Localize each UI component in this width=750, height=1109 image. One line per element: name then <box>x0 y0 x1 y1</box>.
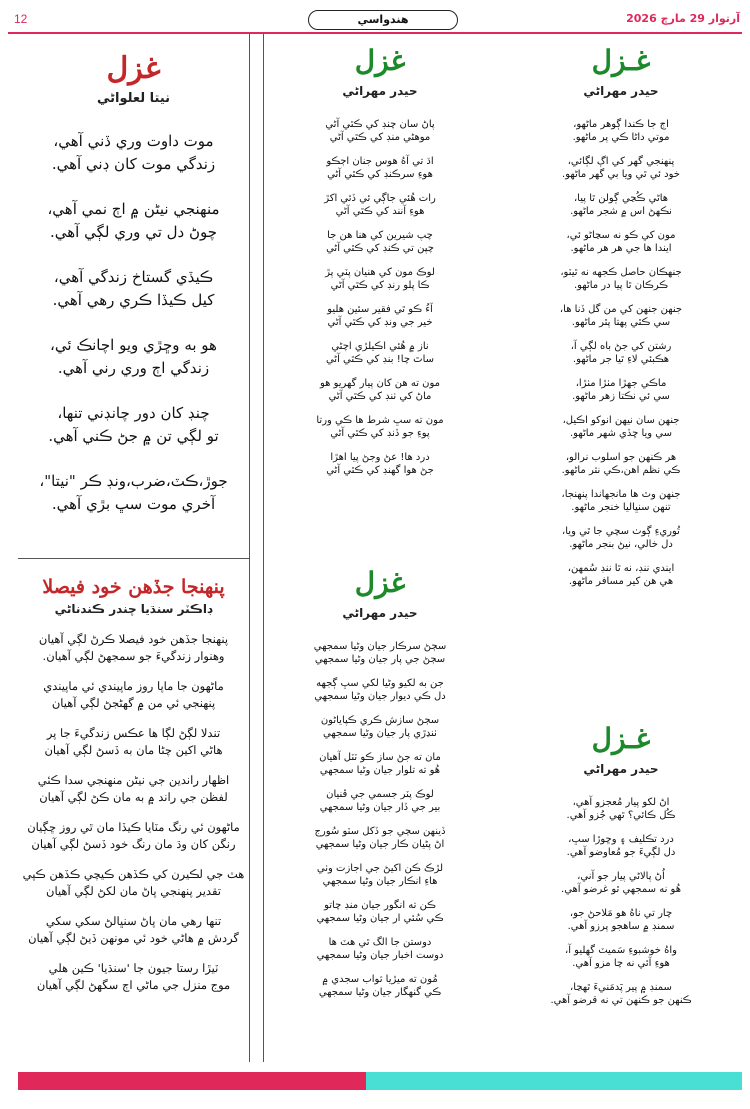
verse-line: لوڪ مون کي هنيان پٽي پڙ <box>325 267 435 278</box>
page-number: 12 <box>14 12 28 26</box>
poem-title: غـزل <box>591 722 651 755</box>
verse-line: ڪيڏي گستاخ زندگي آهي، <box>53 268 214 286</box>
stanza <box>266 192 494 218</box>
stanza <box>266 825 494 851</box>
header-rule <box>8 32 742 34</box>
poem-author: حيدر مهراڻي <box>583 84 659 98</box>
stanza <box>500 266 742 292</box>
stanza <box>266 899 494 925</box>
verse-line: سڄڻ سازش ڪري ڪپاياڻون <box>320 715 440 726</box>
stanza <box>18 913 249 947</box>
poem-title: غزل <box>354 566 406 599</box>
verse-line: جنهڪان حاصل ڪجهه نه ٿيٽو، <box>560 267 682 278</box>
page-header <box>8 8 742 30</box>
verse-line: ايندي ننڊ، نه ٿا ننڊ سُمهن، <box>567 563 675 574</box>
stanza <box>500 796 742 822</box>
verse-line: جن به لکيو وڻيا لکي سڀ ڳجهه <box>316 678 444 689</box>
stanza <box>500 229 742 255</box>
stanza <box>500 562 742 588</box>
verse-line: ڪي نظم اهن،ڪي نثر ماڻهو. <box>561 465 681 476</box>
verse-line: ٽيڙا رستا جيون جا 'سنڌيا' ڪين هلي <box>48 961 219 975</box>
stanza <box>18 198 249 244</box>
verse-line: منهنجي نيڻن ۾ اڄ نمي آهي، <box>47 200 220 218</box>
verse-line: سڄڻ سرڪار جيان وڻيا سمجهي <box>313 641 447 652</box>
verse-line: لڙڪ ڪن اکيڻ جي اجازت وٺي <box>316 863 444 874</box>
verse-line: ڪرڪان ٿا پيا در ماڻهو. <box>573 280 669 291</box>
verse-line: هي هن کير مسافر ماڻهو. <box>568 576 674 587</box>
verse-line: هوءِ آنند کي ڪٿي آڻي <box>335 206 425 217</box>
stanza <box>500 525 742 551</box>
verse-line: هاءِ انڪار جيان وڻيا سمجهي <box>322 876 438 887</box>
stanza <box>266 266 494 292</box>
stanza <box>500 155 742 181</box>
verse-line: دوستن جا الگ ٿي هٽ ها <box>328 937 432 948</box>
verse-line: سمنڊ ۾ ساهجو پرزو آهي. <box>567 921 675 932</box>
poem-author: حيدر مهراڻي <box>342 606 418 620</box>
verse-line: ڪنهن جو ڪنهن تي نه قرضو آهي. <box>550 995 692 1006</box>
verse-line: پاڻ سان چنڊ کي ڪٿي آڻي <box>325 119 435 130</box>
stanza <box>266 788 494 814</box>
verse-line: ناز ۾ هُئي اڪيلڙي اچڻي <box>331 341 429 352</box>
verse-line: تنهن سنڀاليا خنجر ماڻهو. <box>571 502 671 513</box>
verse-line: مون کي ڪو نه سڃاڻو ئي، <box>566 230 676 241</box>
stanza <box>266 862 494 888</box>
verse-line: رشتن کي جڻ باه لڳي آ، <box>570 341 672 352</box>
verse-line: لوڪ پٽر جسمي جي ڦنيان <box>326 789 434 800</box>
stanza <box>18 772 249 806</box>
verse-line: اُڻ پالاڻي پيار جو آني، <box>577 871 665 882</box>
verse-line: تقدير پنهنجي پاڻ مان لکڻ لڳي آهيان <box>46 884 221 898</box>
verse-line: تندلا لڳڻ لڳا ها عڪس زندگيءَ جا پر <box>46 726 221 740</box>
verse-line: سي ويا ڇڏي شهر ماڻهو. <box>570 428 672 439</box>
verse-line: سمنڊ ۾ پير پَدمَنيءَ ٿهڃا، <box>570 982 672 993</box>
verse-line: مُون ته ميڙيا ثواب سجدي ۾ <box>322 974 438 985</box>
verse-line: مون ته سڀ شرط ها ڪي ورتا <box>316 415 444 426</box>
verse-line: تو لڳي تن ۾ جڻ ڪني آهي. <box>48 427 219 445</box>
verse-line: هاڻي اکين چڻا مان به ڏسڻ لڳي آهيان <box>44 743 223 757</box>
verse-line: چپن تي ڪنڊ کي ڪٿي آڻي <box>326 243 434 254</box>
verse-line: پنهنجي گهر کي اڳ لڳائي، <box>567 156 675 167</box>
verse-line: تُوريءِ ڳوٺ سچي جا ٿي ويا، <box>562 526 680 537</box>
verse-line: اڌ تي آهُ هوس جنان اڄڪو <box>326 156 434 167</box>
stanza <box>500 944 742 970</box>
verse-line: سي ڪٿي پهتا پٿر ماڻهو. <box>571 317 671 328</box>
stanza <box>500 488 742 514</box>
verse-line: ماڻ کي ٺنڊ کي ڪٿي آڻي <box>328 391 432 402</box>
verse-line: چار تي ناهُ هو مَلاحڻ جو، <box>569 908 673 919</box>
verse-line: موهڻي منڊ کي ڪٿي آڻي <box>329 132 431 143</box>
footer-bar-teal <box>366 1072 742 1090</box>
poem-author: حيدر مهراڻي <box>342 84 418 98</box>
verse-line: دل لڳيءَ جو مُعاوضو آهي. <box>566 847 676 858</box>
verse-line: موتي داڻا ڪي پر ماڻهو. <box>572 132 670 143</box>
verse-line: درد تڪليف ۽ وڇوڙا سڀ، <box>568 834 674 845</box>
stanza <box>266 751 494 777</box>
stanza <box>18 631 249 665</box>
verse-line: کيل ڪيڏا ڪري رهي آهي. <box>52 291 215 309</box>
poem-ghazal-mid-top <box>266 44 494 477</box>
stanza <box>266 414 494 440</box>
verse-line: پنهنجي ئي من ۾ گهڻجڻ لڳي آهيان <box>51 696 216 710</box>
verse-line: تنها رهي مان پاڻ سنڀالڻ سکي سکي <box>45 914 222 928</box>
verse-line: لفظن جي راند ۾ به مان ڪڻ لڳي آهيان <box>39 790 228 804</box>
verse-line: ڪُل ڪائي؟ ٿهي جُزو آهي. <box>566 810 676 821</box>
stanza <box>266 714 494 740</box>
verse-line: اڻ پڻيان ڪار جيان وڻيا سمجهي <box>315 839 445 850</box>
dateline: آرتوار 29 مارچ 2026 <box>626 12 740 25</box>
stanza <box>266 936 494 962</box>
verse-line: جوڙ،ڪٽ،ضرب،ونڊ ڪر "نيتا"، <box>39 472 228 490</box>
verse-line: آءُ ڪو ٿي فقير سئين هليو <box>327 304 433 315</box>
verse-line: پوءِ جو ڏنڊ کي ڪٿي آڻي <box>330 428 430 439</box>
verse-line: هر ڪنهن جو اسلوب نرالو، <box>565 452 677 463</box>
stanza <box>266 303 494 329</box>
verse-line: اڻ لکو پيار مُعجزو آهي، <box>572 797 670 808</box>
stanza <box>18 960 249 994</box>
verse-line: چوڻ دل تي وري لڳي آهي. <box>49 223 218 241</box>
stanza <box>500 377 742 403</box>
verse-line: ماڪي جهڙا مٺڙا مٺڙا، <box>575 378 667 389</box>
verse-line: خود ئي ٿي ويا بي گهر ماڻهو. <box>562 169 680 180</box>
verse-line: سڄڻ جي پار جيان وڻيا سمجهي <box>314 654 446 665</box>
stanza <box>18 130 249 176</box>
verse-line: چنڊ کان دور چانڊني تنها، <box>57 404 210 422</box>
verse-line: ڪا پلو رنڊ کي ڪٿي آڻي <box>330 280 430 291</box>
stanza <box>500 451 742 477</box>
verse-line: چپ شيرين کي هنا هن جا <box>327 230 433 241</box>
verse-line: هاڻي ڪُڃي ڳولن ٿا پيا، <box>573 193 669 204</box>
stanza <box>18 866 249 900</box>
verse-line: زندگي اڄ وري رني آهي. <box>57 359 210 377</box>
verse-line: ٺنڍڙي پار جيان وڻيا سمجهي <box>323 728 437 739</box>
verse-line: هوءِ آئي نه چا مزو آهي. <box>572 958 670 969</box>
verse-line: ماڻهون جا ماپا روز ماپيندي ئي ماپيندي <box>43 679 224 693</box>
verse-line: جنهن سان نيهن انوکو اڪيل، <box>562 415 680 426</box>
verse-line: جڻ هوا گهنڊ کي ڪٿي آڻي <box>326 465 434 476</box>
verse-line: وهنوار زندگيءَ جو سمجهڻ لڳي آهيان. <box>42 649 225 663</box>
stanza <box>500 192 742 218</box>
stanza <box>500 907 742 933</box>
stanza <box>266 118 494 144</box>
verse-line: اظهار راندين جي نيڻن منهنجي سدا ڪئي <box>37 773 230 787</box>
verse-line: جنهن وٽ ها مانجهاندا پنهنجا، <box>561 489 681 500</box>
verse-line: رات هُئي جاڳي ئي ڏئي اکڙ <box>324 193 436 204</box>
poem-title: غـزل <box>591 44 651 77</box>
masthead-logo: هندواسي <box>308 10 458 30</box>
verse-line: اڄ جا ڪندا ڳوهر ماڻهو، <box>573 119 669 130</box>
verse-line: ڏينهن سڄي جو ڏکل سٽو سُورج <box>314 826 446 837</box>
stanza <box>266 451 494 477</box>
stanza <box>500 833 742 859</box>
verse-line: خير جي ونڊ کي ڪٿي آڻي <box>327 317 433 328</box>
verse-line: دل خالي، نيڻ بنجر ماڻهو. <box>569 539 673 550</box>
verse-line: هُو ته تلوار جيان وڻيا سمجهي <box>319 765 441 776</box>
verse-line: دل ڪي ديوار جيان وڻيا سمجهي <box>314 691 446 702</box>
stanza <box>500 118 742 144</box>
verse-line: پنهنجا جڏهن خود فيصلا ڪرڻ لڳي آهيان <box>38 632 229 646</box>
poem-ghazal-right-top <box>500 44 742 588</box>
column-divider-left <box>249 34 250 1062</box>
stanza <box>266 155 494 181</box>
stanza <box>18 402 249 448</box>
verse-line: نڪهڻ اس ۾ شجر ماڻهو. <box>570 206 672 217</box>
stanza <box>18 678 249 712</box>
verse-line: رنگن کان وڌ مان رنگ خود ڏسڻ لڳي آهيان <box>31 837 236 851</box>
verse-line: درد ها! عڻ وجڻ پيا اهڙا <box>330 452 430 463</box>
stanza <box>500 870 742 896</box>
stanza <box>18 725 249 759</box>
stanza <box>500 981 742 1007</box>
verse-line: آخري موت سڀ بڙي آهي. <box>51 495 216 513</box>
poem-ghazal-neeta <box>18 52 249 516</box>
verse-line: هو به وڇڙي ويو اچانڪ ئي، <box>50 336 217 354</box>
section-divider <box>18 558 249 559</box>
verse-line: ڪن ته انگور جيان منڊ چاتو <box>324 900 436 911</box>
verse-line: ڪي سُئي ار جيان وڻيا سمجهي <box>316 913 444 924</box>
verse-line: هٽ جي لڪيرن کي ڪڏهن ڪيچي ڪڏهن ڪپي <box>22 867 245 881</box>
verse-line: زندگي موت کان ڊني آهي. <box>51 155 216 173</box>
verse-line: بير جي ڏار جيان وڻيا سمجهي <box>319 802 441 813</box>
verse-line: هوءِ سرڪنڊ کي ڪٿي آڻي <box>327 169 433 180</box>
verse-line: سي ئي نڪتا زهر ماڻهو. <box>572 391 670 402</box>
column-divider-inner <box>263 34 264 1062</box>
poem-ghazal-mid-bottom <box>266 566 494 999</box>
poem-panhanja-faisla <box>18 574 249 994</box>
verse-line: موج منزل جي ماڻي اڄ سگهڻ لڳي آهيان <box>36 978 231 992</box>
verse-line: ماڻهون ئي رنگ مٽايا ڪيڏا مان ٿي روز ڇڳيان <box>27 820 240 834</box>
verse-line: دوست اخبار جيان وڻيا سمجهي <box>316 950 444 961</box>
stanza <box>266 229 494 255</box>
poem-title: غزل <box>106 51 161 86</box>
stanza <box>18 334 249 380</box>
stanza <box>500 340 742 366</box>
stanza <box>266 377 494 403</box>
verse-line: گردش ۾ هاڻي خود ئي مونهن ڏيڻ لڳي آهيان <box>28 931 239 945</box>
poem-ghazal-right-bottom <box>500 722 742 1007</box>
poem-title: غزل <box>354 44 406 77</box>
stanza <box>500 414 742 440</box>
poem-author: ڊاڪٽر سنڌيا چندر ڪندناڻي <box>54 602 213 616</box>
stanza <box>500 303 742 329</box>
poem-title: پنهنجا جڏهن خود فيصلا <box>42 576 225 598</box>
verse-line: هڪبئي لاءِ ٿيا جر ماڻهو. <box>572 354 670 365</box>
verse-line: ساٿ چا! بنڊ کي ڪٿي آڻي <box>325 354 435 365</box>
verse-line: جنهن جنهن کي من گل ڏنا ها، <box>559 304 683 315</box>
verse-line: مون ته هن کان پيار گهريو هو <box>319 378 441 389</box>
verse-line: موت داوت وري ڏني آهي، <box>53 132 214 150</box>
verse-line: مان ته جڻ ساز ڪو ٽٽل آهيان <box>319 752 441 763</box>
stanza <box>18 266 249 312</box>
footer-bar-pink <box>18 1072 366 1090</box>
verse-line: ايندا ها جي هر هر ماڻهو. <box>570 243 672 254</box>
stanza <box>266 677 494 703</box>
poem-author: حيدر مهراڻي <box>583 762 659 776</box>
verse-line: هُو نه سمجهي ٿو غرضو آهي. <box>561 884 681 895</box>
stanza <box>266 973 494 999</box>
verse-line: واهُ خوشبوءِ سَميٽ گهليو آ، <box>564 945 678 956</box>
stanza <box>18 819 249 853</box>
verse-line: ڪي گنهگار جيان وڻيا سمجهي <box>318 987 442 998</box>
stanza <box>18 470 249 516</box>
stanza <box>266 640 494 666</box>
stanza <box>266 340 494 366</box>
poem-author: نيتا لعلواڻي <box>96 91 171 106</box>
